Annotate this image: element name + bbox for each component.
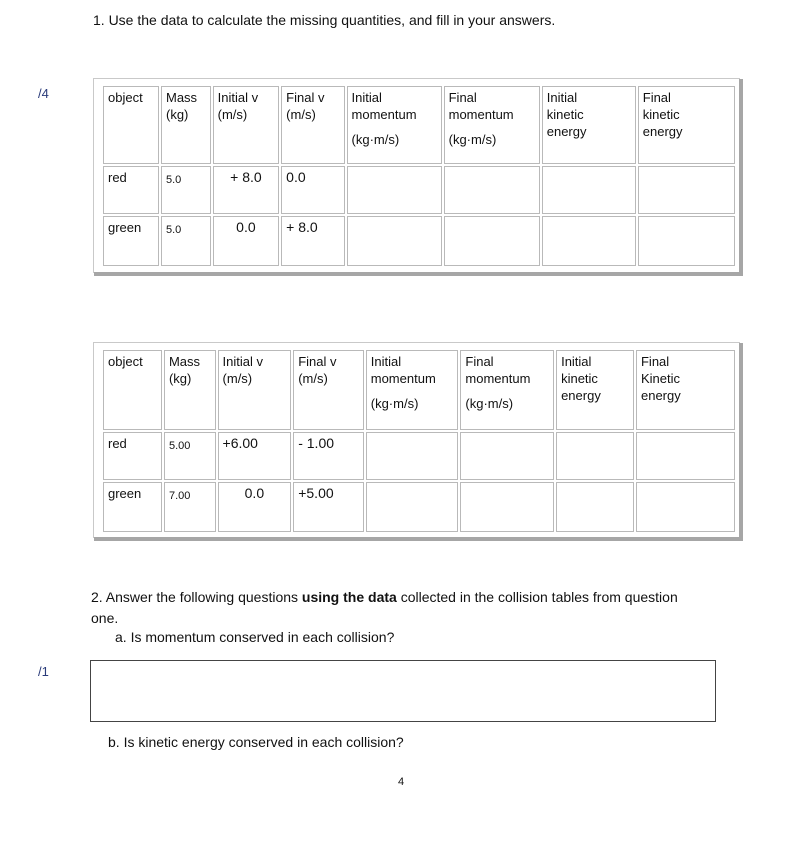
header-initial-v: Initial v (m/s) (213, 86, 280, 164)
question-2-score: /1 (38, 664, 49, 679)
question-2a-text: a. Is momentum conserved in each collision? (115, 629, 395, 645)
answer-cell[interactable] (366, 482, 459, 532)
answer-cell[interactable] (366, 432, 459, 480)
question-2b-text: b. Is kinetic energy conserved in each collision? (108, 734, 404, 750)
cell-final-v: +5.00 (293, 482, 364, 532)
table-row (103, 432, 735, 480)
answer-cell[interactable] (444, 166, 540, 214)
header-initial-v: Initial v (m/s) (218, 350, 292, 430)
answer-cell[interactable] (556, 482, 634, 532)
table-row (103, 482, 735, 532)
cell-initial-v: + 8.0 (213, 166, 280, 214)
answer-box-2a[interactable] (90, 660, 716, 722)
header-initial-ke: Initial kinetic energy (542, 86, 636, 164)
cell-initial-v: +6.00 (218, 432, 292, 480)
answer-cell[interactable] (460, 432, 554, 480)
answer-cell[interactable] (556, 432, 634, 480)
cell-initial-v: 0.0 (213, 216, 280, 266)
answer-cell[interactable] (444, 216, 540, 266)
answer-cell[interactable] (636, 482, 735, 532)
answer-cell[interactable] (638, 166, 735, 214)
cell-mass: 5.0 (161, 166, 211, 214)
table-row (103, 216, 735, 266)
answer-cell[interactable] (460, 482, 554, 532)
cell-object: red (103, 166, 159, 214)
question-1-score: /4 (38, 86, 49, 101)
table-1 (93, 78, 740, 273)
answer-cell[interactable] (636, 432, 735, 480)
cell-final-v: + 8.0 (281, 216, 344, 266)
header-initial-momentum: Initial momentum (kg·m/s) (366, 350, 459, 430)
header-final-momentum: Final momentum (kg·m/s) (460, 350, 554, 430)
answer-cell[interactable] (542, 216, 636, 266)
header-final-v: Final v (m/s) (281, 86, 344, 164)
cell-mass: 5.00 (164, 432, 216, 480)
header-object: object (103, 350, 162, 430)
question-1-text: 1. Use the data to calculate the missing quantities, and fill in your answers. (93, 12, 556, 28)
cell-mass: 5.0 (161, 216, 211, 266)
answer-cell[interactable] (638, 216, 735, 266)
table-2 (93, 342, 740, 538)
cell-object: green (103, 216, 159, 266)
answer-cell[interactable] (347, 166, 442, 214)
cell-final-v: 0.0 (281, 166, 344, 214)
table-row (103, 166, 735, 214)
page-number: 4 (398, 776, 405, 788)
table-1-header-row (103, 86, 735, 164)
header-initial-momentum: Initial momentum (kg·m/s) (347, 86, 442, 164)
cell-object: red (103, 432, 162, 480)
cell-final-v: - 1.00 (293, 432, 364, 480)
question-2-text: 2. Answer the following questions using the data collected in the collision tables from question one. (91, 589, 678, 626)
answer-cell[interactable] (347, 216, 442, 266)
header-object: object (103, 86, 159, 164)
header-final-ke: Final kinetic energy (638, 86, 735, 164)
cell-mass: 7.00 (164, 482, 216, 532)
cell-initial-v: 0.0 (218, 482, 292, 532)
table-2-header-row (103, 350, 735, 430)
header-final-ke: Final Kinetic energy (636, 350, 735, 430)
header-initial-ke: Initial kinetic energy (556, 350, 634, 430)
header-mass: Mass (kg) (161, 86, 211, 164)
header-final-momentum: Final momentum (kg·m/s) (444, 86, 540, 164)
header-final-v: Final v (m/s) (293, 350, 364, 430)
header-mass: Mass (kg) (164, 350, 216, 430)
answer-cell[interactable] (542, 166, 636, 214)
cell-object: green (103, 482, 162, 532)
